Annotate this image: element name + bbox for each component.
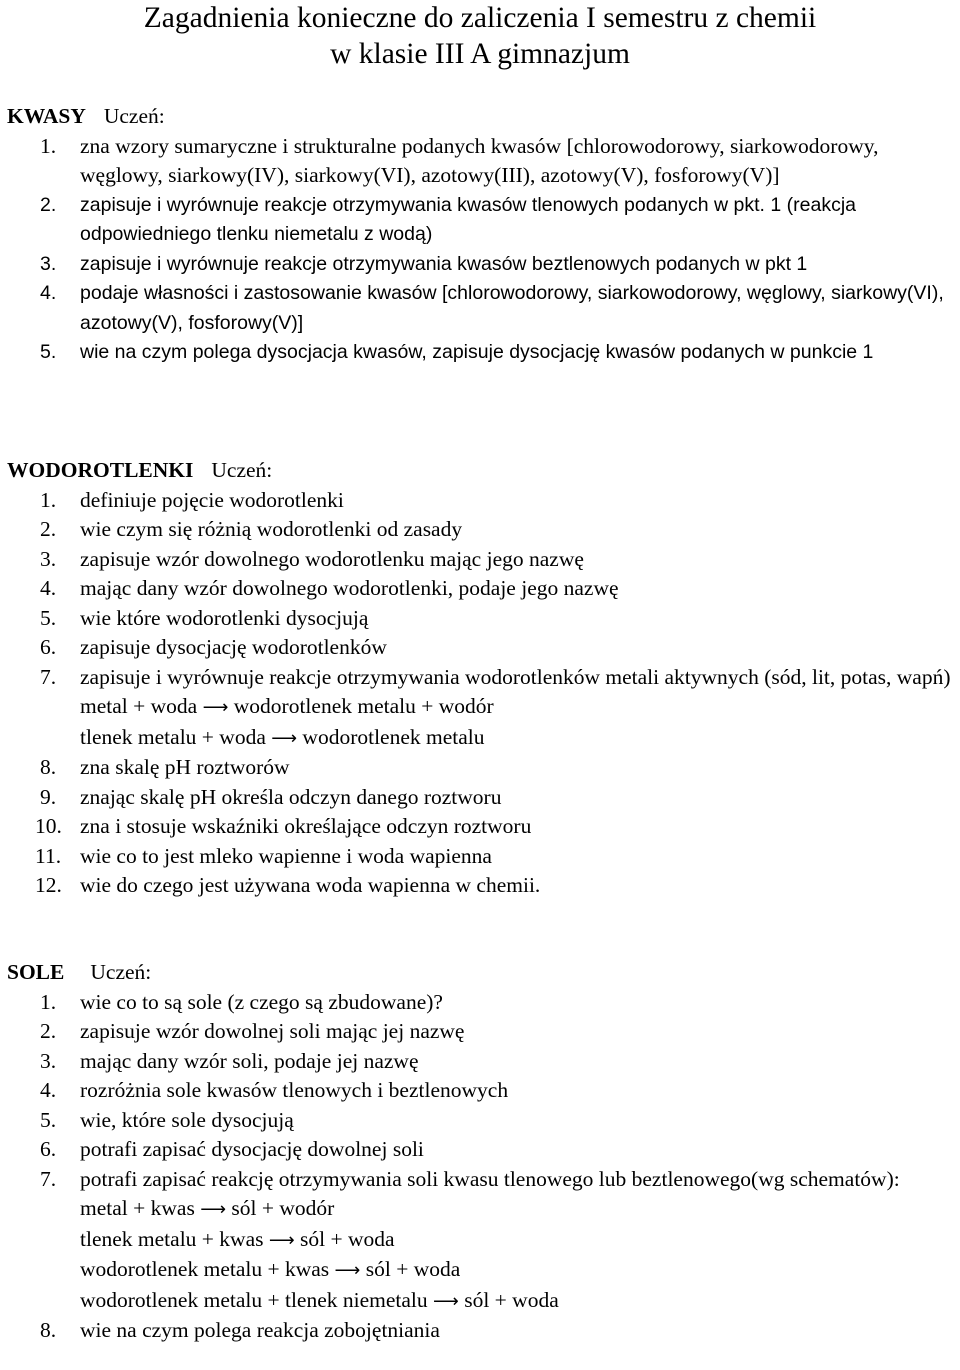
item-number: 2. (40, 1019, 57, 1043)
item-number: 5. (40, 341, 57, 363)
list-item (7, 132, 952, 191)
section-subheading: Uczeń: (103, 104, 165, 128)
section-wodorotlenki (7, 456, 952, 901)
section-sole (7, 958, 952, 1346)
section-heading: WODOROTLENKI (7, 458, 194, 482)
equation-right: sól + woda (464, 1287, 559, 1312)
arrow-right-icon: ⟶ (433, 1290, 459, 1312)
item-number: 7. (40, 1166, 57, 1191)
list-item (7, 1316, 952, 1346)
section-subheading: Uczeń: (90, 960, 152, 984)
item-number: 9. (40, 784, 57, 809)
list-item (7, 633, 952, 663)
item-number: 2. (40, 517, 57, 541)
item-number: 6. (40, 1137, 57, 1161)
list-item (7, 663, 952, 754)
list-item (7, 1106, 952, 1136)
item-text: zapisuje wzór dowolnego wodorotlenku mając jego nazwę (80, 546, 584, 571)
reaction-equation (80, 1255, 952, 1286)
reaction-equation (80, 723, 952, 754)
item-number: 2. (40, 193, 57, 216)
list-item (7, 753, 952, 783)
item-text: wie co to są sole (z czego są zbudowane)? (80, 989, 443, 1014)
item-number: 11. (35, 843, 62, 868)
list-item (7, 1165, 952, 1317)
item-number: 4. (40, 576, 57, 600)
document-title (0, 0, 960, 72)
item-text: wie czym się różnią wodorotlenki od zasady (80, 517, 463, 541)
equation-left: wodorotlenek metalu + tlenek niemetalu (80, 1287, 428, 1312)
item-number: 8. (40, 1318, 57, 1342)
list-item (7, 783, 952, 813)
list-item (7, 250, 952, 280)
equation-left: metal + woda (80, 694, 198, 718)
list-item (7, 191, 952, 250)
title-line-1: Zagadnienia konieczne do zaliczenia I semestru z chemii (143, 2, 817, 34)
equation-right: sól + woda (365, 1257, 461, 1281)
list-item (7, 486, 952, 516)
item-number: 3. (40, 546, 57, 571)
item-text: zapisuje wzór dowolnej soli mając jej nazwę (80, 1019, 465, 1043)
item-text: mając dany wzór dowolnego wodorotlenki, podaje jego nazwę (80, 576, 619, 600)
item-text: definiuje pojęcie wodorotlenki (80, 487, 344, 512)
equation-right: wodorotlenek metalu (302, 724, 485, 749)
item-text: potrafi zapisać reakcję otrzymywania soli kwasu tlenowego lub beztlenowego(wg schematów): (80, 1166, 900, 1191)
equation-left: tlenek metalu + kwas (80, 1226, 264, 1251)
item-number: 3. (40, 252, 57, 275)
item-number: 3. (40, 1048, 57, 1073)
list-item (7, 871, 952, 901)
item-text: podaje własności i zastosowanie kwasów [chlorowodorowy, siarkowodorowy, węglowy, siarkowy(VI), azotowy(V), fosforowy(V)] (80, 282, 944, 334)
arrow-right-icon: ⟶ (200, 1199, 227, 1220)
equation-right: sól + wodór (231, 1196, 335, 1220)
item-text: znając skalę pH określa odczyn danego roztworu (80, 784, 502, 809)
item-text: potrafi zapisać dysocjację dowolnej soli (80, 1137, 424, 1161)
list-item (7, 574, 952, 604)
list-item (7, 604, 952, 634)
list-item (7, 842, 952, 872)
arrow-right-icon: ⟶ (202, 697, 229, 718)
item-number: 1. (40, 133, 57, 158)
item-text: wie na czym polega reakcja zobojętniania (80, 1318, 440, 1342)
list-item (7, 545, 952, 575)
equation-left: metal + kwas (80, 1196, 195, 1220)
item-text: wie do czego jest używana woda wapienna w chemii. (80, 873, 541, 897)
item-number: 12. (35, 873, 62, 897)
list-item (7, 812, 952, 842)
item-text: wie, które sole dysocjują (80, 1107, 294, 1132)
reaction-equation (80, 1225, 952, 1256)
section-heading: SOLE (7, 960, 65, 984)
item-number: 8. (40, 755, 57, 779)
section-heading: KWASY (7, 104, 86, 128)
reaction-equation (80, 692, 952, 723)
item-text: zna wzory sumaryczne i strukturalne podanych kwasów [chlorowodorowy, siarkowodorowy, węglowy, siarkowy(IV), siarkowy(VI), azotowy(III), azotowy(V), fosforowy(V)] (80, 133, 879, 187)
item-number: 4. (40, 1078, 57, 1102)
kwasy-list (7, 132, 952, 368)
item-text: zapisuje i wyrównuje reakcje otrzymywania kwasów beztlenowych podanych w pkt 1 (80, 252, 808, 275)
item-text: zna i stosuje wskaźniki określające odczyn roztworu (80, 814, 532, 838)
section-subheading: Uczeń: (211, 458, 273, 482)
list-item (7, 515, 952, 545)
section-heading-row (7, 102, 952, 132)
arrow-right-icon: ⟶ (271, 727, 298, 749)
item-text: zapisuje i wyrównuje reakcje otrzymywania wodorotlenków metali aktywnych (sód, lit, potas, wapń) (80, 664, 951, 689)
list-item (7, 279, 952, 338)
item-number: 1. (40, 989, 57, 1014)
title-line-2: w klasie III A gimnazjum (330, 38, 630, 70)
item-number: 5. (40, 1107, 57, 1132)
reaction-equation (80, 1286, 952, 1317)
item-number: 5. (40, 605, 57, 630)
list-item (7, 1076, 952, 1106)
item-text: zapisuje dysocjację wodorotlenków (80, 635, 387, 659)
item-number: 1. (40, 487, 57, 512)
item-text: wie które wodorotlenki dysocjują (80, 605, 369, 630)
item-number: 4. (40, 282, 57, 304)
equation-right: sól + woda (300, 1226, 395, 1251)
item-text: zapisuje i wyrównuje reakcje otrzymywania kwasów tlenowych podanych w pkt. 1 (reakcja odpowiedniego tlenku niemetalu z wodą) (80, 193, 857, 245)
section-kwasy (7, 102, 952, 368)
section-heading-row (7, 958, 952, 988)
list-item (7, 338, 952, 368)
item-text: wie na czym polega dysocjacja kwasów, zapisuje dysocjację kwasów podanych w punkcie 1 (80, 341, 874, 363)
equation-left: wodorotlenek metalu + kwas (80, 1257, 330, 1281)
arrow-right-icon: ⟶ (268, 1229, 295, 1251)
item-number: 10. (35, 814, 62, 838)
item-text: rozróżnia sole kwasów tlenowych i beztlenowych (80, 1078, 509, 1102)
section-heading-row (7, 456, 952, 486)
item-text: zna skalę pH roztworów (80, 755, 290, 779)
list-item (7, 1047, 952, 1077)
list-item (7, 1017, 952, 1047)
list-item (7, 1135, 952, 1165)
item-number: 6. (40, 635, 57, 659)
item-text: mając dany wzór soli, podaje jej nazwę (80, 1048, 419, 1073)
arrow-right-icon: ⟶ (334, 1260, 361, 1281)
reaction-equation (80, 1194, 952, 1225)
equation-right: wodorotlenek metalu + wodór (233, 694, 494, 718)
sole-list (7, 988, 952, 1346)
item-number: 7. (40, 664, 57, 689)
equation-left: tlenek metalu + woda (80, 724, 266, 749)
list-item (7, 988, 952, 1018)
wodorotlenki-list (7, 486, 952, 901)
item-text: wie co to jest mleko wapienne i woda wapienna (80, 843, 492, 868)
